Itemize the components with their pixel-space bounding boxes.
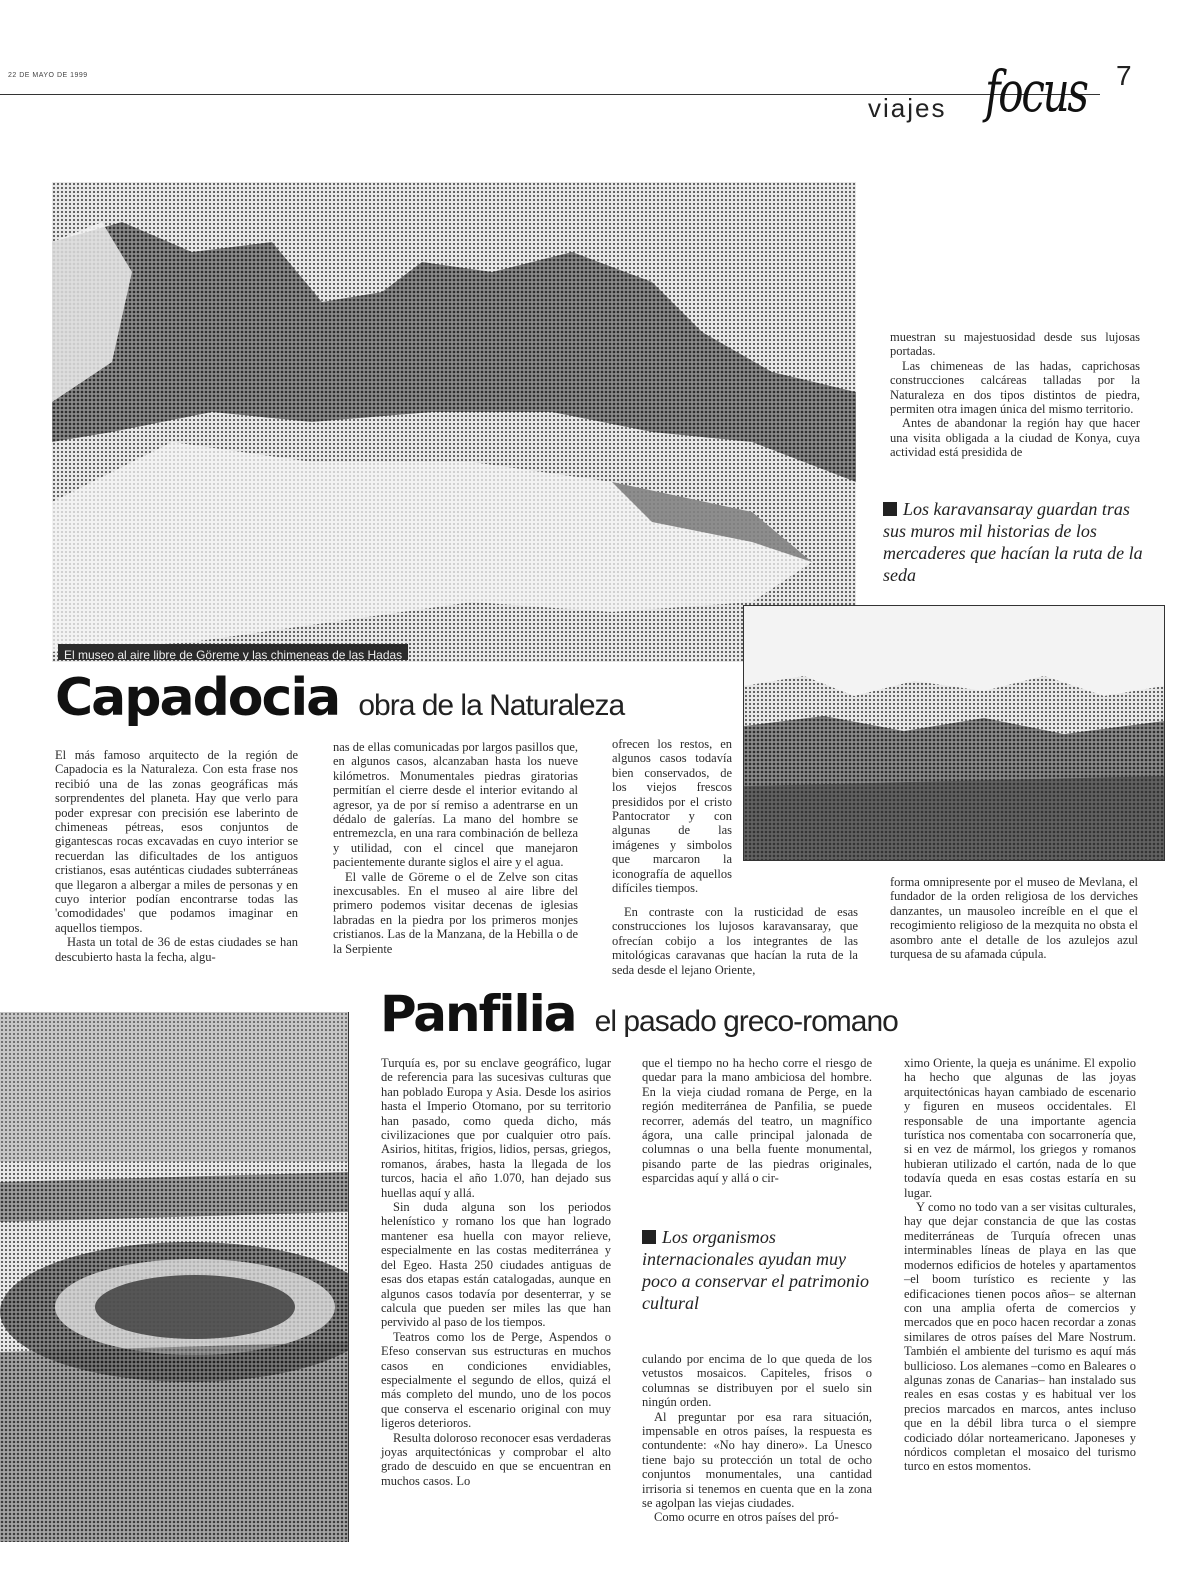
quote-bullet: [883, 502, 897, 516]
panfilia-col1: [381, 1056, 611, 1488]
landscape-photo: [743, 605, 1165, 861]
page-title: Capadocia: [55, 668, 340, 728]
panfilia-col3: [904, 1056, 1136, 1474]
paragraph: El más famoso arquitecto de la región de Capadocia es la Naturaleza. Con esta frase nos recibió una de las zonas geográficas más sorprendentes del planeta. Hay que verlo para poder expresar con precisión ese laberinto de chimeneas pétreas, esos conjuntos de gigantescas rocas excavadas en cuyo interior se recuerdan las dificultades de los antiguos cristianos, esas auténticas ciudades subterráneas que llegaron a albergar a miles de personas y en cuyo interior podían encontrarse todas las 'comodidades' que podamos imaginar en aquellos tiempos.: [55, 748, 298, 935]
paragraph: Hasta un total de 36 de estas ciudades se han descubierto hasta la fecha, algu-: [55, 935, 298, 964]
paragraph: Al preguntar por esa rara situación, impensable en otros países, la respuesta es contundente: «No hay dinero». La Unesco tiene bajo su protección un total de ocho conjuntos monumentales, una cantidad irrisoria si tenemos en cuenta que en la zona se agolpan las viejas ciudades.: [642, 1409, 872, 1511]
amphitheatre-photo: [0, 1012, 349, 1542]
paragraph: Y como no todo van a ser visitas culturales, hay que dejar constancia de que las costas mediterráneas de Turquía ofrecen unas interminables líneas de playa en las que modernos edificios de hoteles y apartamentos –el boom turístico es reciente y las edificaciones tienen pocos años– se alternan con una amplia oferta de comercios y mercados que en poco hacen recordar a zonas similares de otros países del Mare Nostrum. También el ambiente del turismo es aquí más bullicioso. Los alemanes –como en Baleares o algunas zonas de Canarias– han instalado sus reales en esas costas y es habitual ver los precios marcados en marcos, antes incluso que en la débil libra turca o el siempre codiciado dólar norteamericano. Japoneses y nórdicos completan el mosaico del turismo turco en estos momentos.: [904, 1200, 1136, 1474]
paragraph: Las chimeneas de las hadas, caprichosas construcciones calcáreas talladas por la Naturaleza en dos tipos distintos de piedra, permiten otra imagen única del mismo territorio.: [890, 358, 1140, 417]
pull-quote-karavansaray: [883, 498, 1153, 586]
section-name: viajes: [868, 93, 947, 123]
paragraph: Turquía es, por su enclave geográfico, lugar de referencia para las sucesivas culturas que han poblado Europa y Asia. Desde los asirios hasta el Imperio Otomano, por su territorio han pasado, como queda dicho, más civilizaciones que por cualquier otro país. Asirios, hititas, frigios, lidios, persas, griegos, romanos, árabes, hasta la llegada de los turcos, hacia el año 1.070, han dejado sus huellas aquí y allá.: [381, 1056, 611, 1200]
paragraph: Resulta doloroso reconocer esas verdaderas joyas arquitectónicas y comprobar el alto grado de descuido en que se encuentran en muchos casos. Lo: [381, 1430, 611, 1488]
paragraph: ofrecen los restos, en algunos casos todavía bien conservados, de los viejos frescos presididos por el cristo Pantocrator y con algunas de las imágenes y simbolos que marcaron la iconografía de aquellos difíciles tiempos.: [612, 737, 732, 896]
panfilia-col2-bottom: [642, 1352, 872, 1525]
brand-logo: focus: [985, 60, 1087, 125]
quote-bullet: [642, 1230, 656, 1244]
capadocia-col4-top: [890, 330, 1140, 460]
subtitle: obra de la Naturaleza: [358, 689, 625, 722]
paragraph: que el tiempo no ha hecho corre el riesgo de quedar para la mano ambiciosa del hombre. En la vieja ciudad romana de Perge, en la región mediterránea de Panfilia, se puede recorrer, además del teatro, un magnífico ágora, una calle principal jalonada de columnas o una bella fuente monumental, pisando parte de las piedras originales, esparcidas aquí y allá o cir-: [642, 1056, 872, 1186]
subtitle: el pasado greco-romano: [594, 1005, 898, 1038]
photo-caption-bar: [58, 644, 408, 660]
section-title: Panfilia: [380, 985, 576, 1043]
page-number: 7: [1116, 60, 1132, 91]
page-header: [0, 60, 1200, 130]
paragraph: El valle de Göreme o el de Zelve son citas inexcusables. En el museo al aire libre del primero podemos visitar decenas de iglesias labradas en la piedra por los primeros monjes cristianos. Las de la Manzana, de la Hebilla o de la Serpiente: [333, 869, 578, 956]
photo-caption: El museo al aire libre de Göreme y las chimeneas de las Hadas: [64, 648, 403, 662]
paragraph: Antes de abandonar la región hay que hacer una visita obligada a la ciudad de Konya, cuya actividad está presidida de: [890, 416, 1140, 460]
paragraph: Como ocurre en otros países del pró-: [654, 1510, 839, 1525]
paragraph: ximo Oriente, la queja es unánime. El expolio ha hecho que algunas de las joyas arquitectónicas hayan cambiado de escenario y figuren en museos occidentales. El responsable de una importante agencia turística nos comentaba con socarronería que, si en vez de mármol, los griegos y romanos hubieran utilizado el cartón, nada de lo que todavía queda en esas costas estaría en su lugar.: [904, 1056, 1136, 1200]
capadocia-col3b: [612, 905, 858, 977]
paragraph: forma omnipresente por el museo de Mevlana, el fundador de la orden religiosa de los derviches danzantes, un mausoleo increíble en el que el recogimiento religioso de la mezquita no obsta el asombro ante el detalle de los azulejos azul turquesa de su afamada cúpula.: [890, 875, 1138, 962]
paragraph: Teatros como los de Perge, Aspendos o Efeso conservan sus estructuras en muchos casos en condiciones envidiables, especialmente el segundo de ellos, quizá el más completo del mundo, uno de los pocos que conserva el escenario original con muy ligeros deterioros.: [381, 1329, 611, 1431]
capadocia-headline: [55, 668, 745, 738]
paragraph: culando por encima de lo que queda de los vetustos mosaicos. Capiteles, frisos o columnas se distribuyen por el suelo sin ningún orden.: [642, 1352, 872, 1410]
issue-date: 22 DE MAYO DE 1999: [8, 72, 88, 79]
paragraph: En contraste con la rusticidad de esas construcciones los lujosos karavansaray, que ofrecían cobijo a los integrantes de las mitológicas caravanas que hacían la ruta de la seda desde el lejano Oriente,: [612, 905, 858, 977]
panfilia-col2-top: [642, 1056, 872, 1186]
capadocia-col3a: [612, 737, 732, 895]
panfilia-headline: [380, 985, 1140, 1045]
capadocia-col4-bottom: [890, 875, 1138, 961]
paragraph: muestran su majestuosidad desde sus lujosas portadas.: [890, 330, 1140, 359]
paragraph: nas de ellas comunicadas por largos pasillos que, en algunos casos, alcanzaban hasta los nueve kilómetros. Monumentales piedras giratorias permitían el cierre desde el interior evitando al agresor, ya de por sí remiso a adentrarse en un dédalo de galerías. La mano del hombre se entremezcla, en una rara combinación de belleza y utilidad, con el cincel que manejaron pacientemente durante siglos el aire y el agua.: [333, 740, 578, 870]
capadocia-col2: [333, 740, 578, 956]
pull-quote-text: Los karavansaray guardan tras sus muros mil historias de los mercaderes que hacían la ruta de la seda: [883, 499, 1143, 585]
capadocia-col1: [55, 748, 298, 964]
paragraph: Sin duda alguna son los periodos helenístico y romano los que han logrado mantener esa huella con mayor relieve, especialmente en las costas mediterránea y del Egeo. Hasta 250 ciudades antiguas de esas dos etapas están catalogadas, aunque en algunos casos todavía por desenterrar, y se calcula que pueden ser miles las que han pervivido al paso de los tiempos.: [381, 1200, 611, 1330]
goreme-photo: [52, 182, 856, 662]
pull-quote-text: Los organismos internacionales ayudan muy poco a conservar el patrimonio cultural: [642, 1227, 869, 1313]
pull-quote-organismos: [642, 1226, 874, 1314]
